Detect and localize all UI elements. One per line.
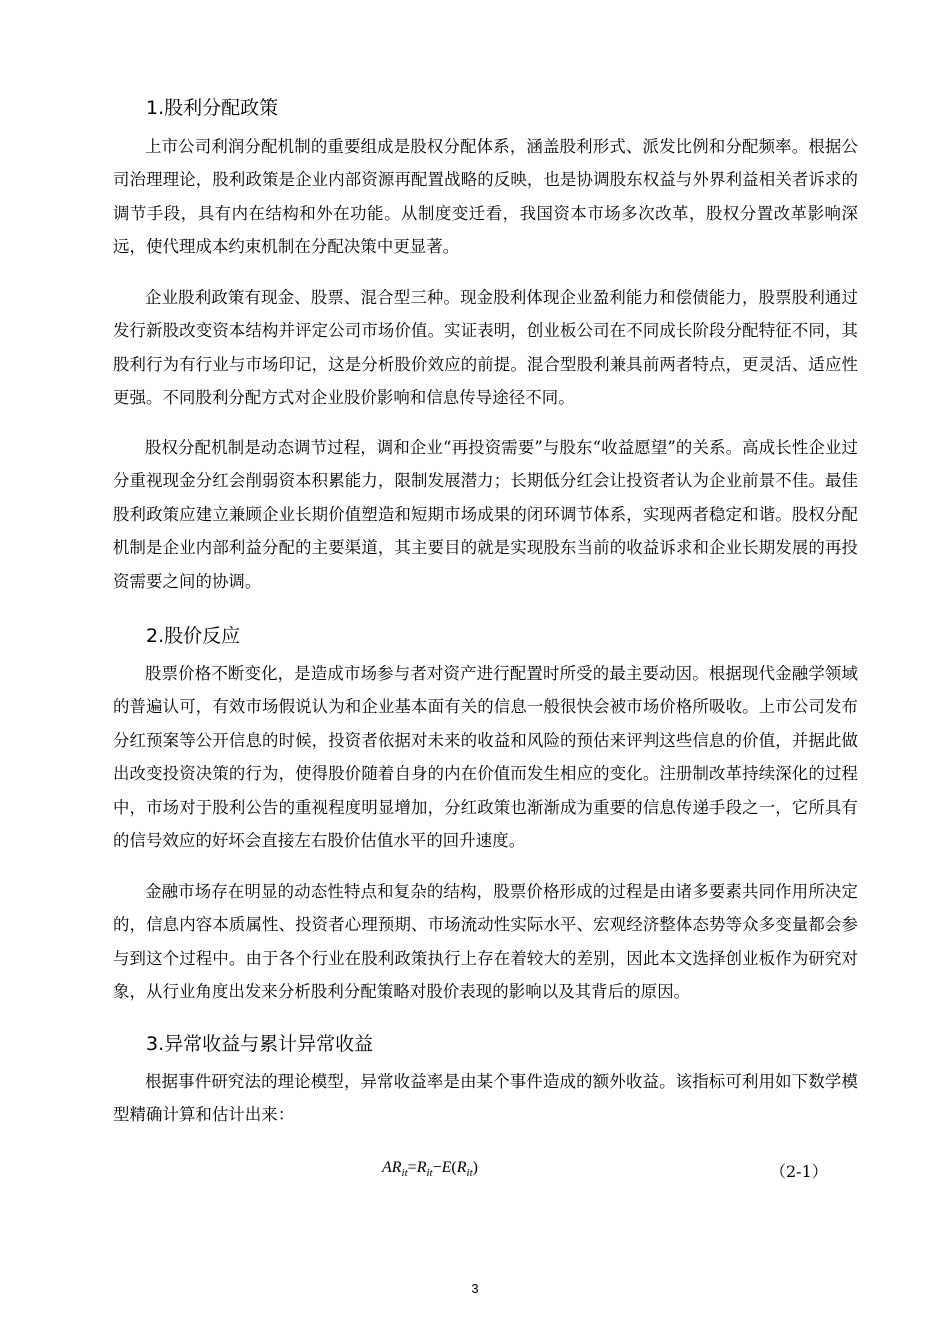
formula-ar xyxy=(382,1159,478,1179)
section-title-dividend-policy: 1.股利分配政策 xyxy=(146,97,279,119)
paragraph: 股票价格不断变化，是造成市场参与者对资产进行配置时所受的最主要动因。根据现代金融学领域的普遍认可，有效市场假说认为和企业基本面有关的信息一般很快会被市场价格所吸收。上市公司发布分红预案等公开信息的时候，投资者依据对未来的收益和风险的预估来评判这些信息的价值，并据此做出改变投资决策的行为，使得股价随着自身的内在价值而发生相应的变化。注册制改革持续深化的过程中，市场对于股利公告的重视程度明显增加，分红政策也渐渐成为重要的信息传递手段之一，它所具有的信号效应的好坏会直接左右股价估值水平的回升速度。 xyxy=(113,664,858,851)
paragraph: 金融市场存在明显的动态性特点和复杂的结构，股票价格形成的过程是由诸多要素共同作用所决定的，信息内容本质属性、投资者心理预期、市场流动性实际水平、宏观经济整体态势等众多变量都会参与到这个过程中。由于各个行业在股利政策执行上存在着较大的差别，因此本文选择创业板作为研究对象，从行业角度出发来分析股利分配策略对股价表现的影响以及其背后的原因。 xyxy=(113,882,858,1002)
section-title-stock-price-reaction: 2.股价反应 xyxy=(146,625,241,647)
formula-subscript: it xyxy=(466,1167,473,1180)
formula-minus: − xyxy=(432,1159,442,1176)
section-title-abnormal-returns: 3.异常收益与累计异常收益 xyxy=(146,1033,374,1055)
paragraph: 上市公司利润分配机制的重要组成是股权分配体系，涵盖股利形式、派发比例和分配频率。根据公司治理理论，股利政策是企业内部资源再配置战略的反映，也是协调股东权益与外界利益相关者诉求的调节手段，具有内在结构和外在功能。从制度变迁看，我国资本市场多次改革，股权分置改革影响深远，使代理成本约束机制在分配决策中更显著。 xyxy=(113,137,858,257)
formula-paren: ) xyxy=(472,1159,478,1176)
formula-r-symbol: R xyxy=(416,1159,427,1176)
formula-paren: ( xyxy=(451,1159,457,1176)
formula-e-symbol: E xyxy=(441,1159,452,1176)
page-number: 3 xyxy=(471,1281,479,1296)
paragraph: 股权分配机制是动态调节过程，调和企业“再投资需要”与股东“收益愿望”的关系。高成长性企业过分重视现金分红会削弱资本积累能力，限制发展潜力；长期低分红会让投资者认为企业前景不佳。最佳股利政策应建立兼顾企业长期价值塑造和短期市场成果的闭环调节体系，实现两者稳定和谐。股权分配机制是企业内部利益分配的主要渠道，其主要目的就是实现股东当前的收益诉求和企业长期发展的再投资需要之间的协调。 xyxy=(113,438,858,591)
formula-ar-symbol: AR xyxy=(382,1159,402,1176)
paragraph: 根据事件研究法的理论模型，异常收益率是由某个事件造成的额外收益。该指标可利用如下数学模型精确计算和估计出来： xyxy=(113,1072,858,1125)
formula-equals: = xyxy=(407,1159,417,1176)
formula-subscript: it xyxy=(426,1167,433,1180)
equation-number: （2-1） xyxy=(770,1162,828,1181)
paragraph: 企业股利政策有现金、股票、混合型三种。现金股利体现企业盈利能力和偿债能力，股票股利通过发行新股改变资本结构并评定公司市场价值。实证表明，创业板公司在不同成长阶段分配特征不同，其股利行为有行业与市场印记，这是分析股价效应的前提。混合型股利兼具前两者特点，更灵活、适应性更强。不同股利分配方式对企业股价影响和信息传导途径不同。 xyxy=(113,288,858,408)
formula-r-symbol: R xyxy=(456,1159,467,1176)
formula-subscript: it xyxy=(401,1167,408,1180)
